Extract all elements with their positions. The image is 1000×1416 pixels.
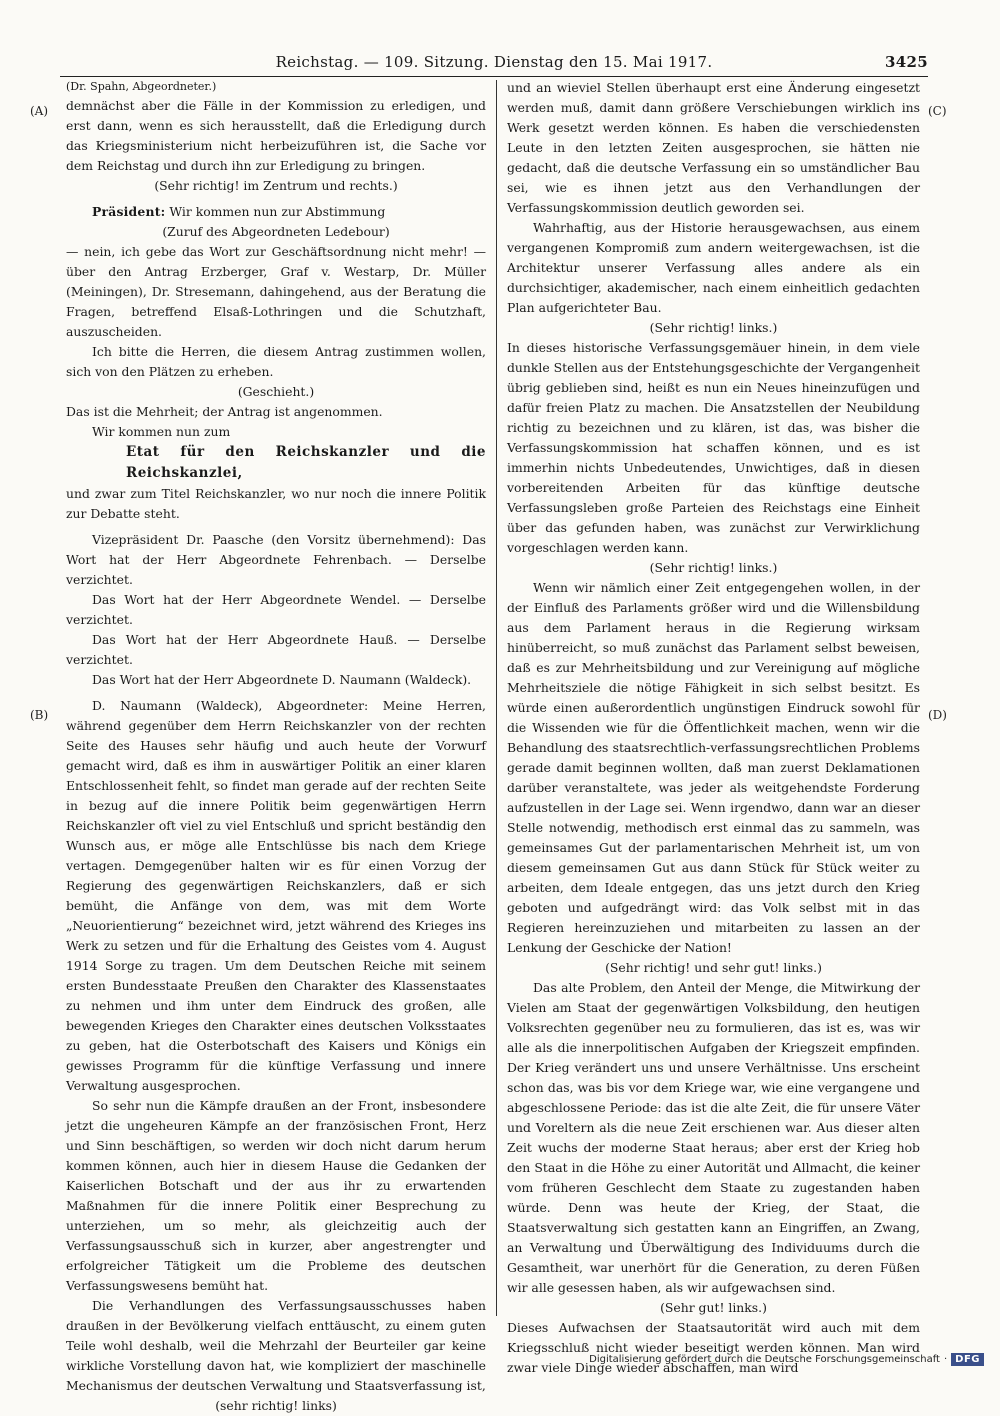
speaker-name: Präsident: bbox=[92, 204, 166, 219]
paragraph-text: Das Wort hat der Herr Abgeordnete Hauß. — Derselbe verzichtet. bbox=[66, 632, 486, 667]
paragraph-text: Das alte Problem, den Anteil der Menge, die Mitwirkung der Vielen am Staat der gegenwärtigen Volksbildung, den heutigen Volksrechten gegenüber neu zu formulieren, das ist es, was wir alle als die innerpolitischen Aufgaben der Kriegszeit empfinden. Der Krieg verändert uns und unsere Verhältnisse. Uns erscheint schon das, was bis vor dem Kriege war, wie eine vergangene und abgeschlossene Periode: das ist die alte Zeit, die für unsere Väter und Voreltern als die neue Zeit erschienen war. Aus dieser alten Zeit wuchs der moderne Staat heraus; aber erst der Krieg hob den Staat in die Höhe zu einer Autorität und Allmacht, die keiner vom früheren Geschlecht dem Staate zu zugestanden haben würde. Denn was heute der Krieg, der Staat, die Staatsverwaltung sich gestatten kann an Eingriffen, an Zwang, an Verwaltung und Überwältigung des Individuums durch die Gesamtheit, war unerhört für die Generation, zu deren Füßen wir alle gesessen haben, als wir aufgewachsen sind. bbox=[507, 980, 920, 1295]
left-paragraph bbox=[66, 96, 486, 176]
left-paragraph bbox=[66, 1396, 486, 1416]
paragraph-text: Das Wort hat der Herr Abgeordnete D. Naumann (Waldeck). bbox=[92, 672, 472, 687]
left-paragraph bbox=[66, 242, 486, 342]
left-paragraph bbox=[66, 630, 486, 670]
paragraph-text: Wahrhaftig, aus der Historie herausgewachsen, aus einem vergangenen Kompromiß zum andern weitergewachsen, ist die Architektur unserer Verfassung alles andere als ein durchsichtiger, akademischer, nach einem einheitlich gedachten Plan aufgerichteter Bau. bbox=[507, 220, 920, 315]
paragraph-text: Das ist die Mehrheit; der Antrag ist angenommen. bbox=[66, 404, 383, 419]
paragraph-text: und an wieviel Stellen überhaupt erst eine Änderung eingesetzt werden muß, damit dann größere Verschiebungen wirklich ins Werk gesetzt werden können. Es haben die verschiedensten Leute in den letzten Zeiten ausgesprochen, sie hätten nie gedacht, daß die deutsche Verfassung ein so umständlicher Bau sei, wie es ihnen jetzt aus den Verhandlungen der Verfassungskommission deutlich geworden sei. bbox=[507, 80, 920, 215]
left-paragraph bbox=[66, 402, 486, 422]
paragraph-text: (Geschieht.) bbox=[237, 384, 315, 399]
right-paragraph bbox=[507, 318, 920, 338]
page-number: 3425 bbox=[885, 53, 928, 71]
paragraph-text: und zwar zum Titel Reichskanzler, wo nur noch die innere Politik zur Debatte steht. bbox=[66, 486, 486, 521]
margin-marker-c: (C) bbox=[928, 104, 947, 118]
paragraph-text: In dieses historische Verfassungsgemäuer hinein, in dem viele dunkle Stellen aus der Entstehungsgeschichte der Vergangenheit übrig geblieben sind, heißt es nun ein Neues hineinzufügen und dafür freien Platz zu machen. Die Ansatzstellen der Neubildung richtig zu bezeichnen und zu klären, ist das, was bisher die Verfassungskommission hat schaffen können, und es ist immerhin nichts Unbedeutendes, Unwichtiges, daß in diesen vorbereitenden Arbeiten für das künftige deutsche Verfassungsleben große Parteien des Reichstags eine Einheit über das gefunden haben, was zunächst zur Verwirklichung vorgeschlagen werden kann. bbox=[507, 340, 920, 555]
page-header-title: Reichstag. — 109. Sitzung. Dienstag den 15. Mai 1917. bbox=[275, 53, 713, 71]
paragraph-text: Das Wort hat der Herr Abgeordnete Wendel. — Derselbe verzichtet. bbox=[66, 592, 486, 627]
paragraph-text: Dieses Aufwachsen der Staatsautorität wird auch mit dem Kriegsschluß nicht wieder beseitigt werden können. Man wird zwar viele Dinge wieder abschaffen, man wird bbox=[507, 1320, 920, 1375]
left-paragraph bbox=[66, 342, 486, 382]
paragraph-text: (Sehr richtig! links.) bbox=[649, 560, 778, 575]
paragraph-text: — nein, ich gebe das Wort zur Geschäftsordnung nicht mehr! — über den Antrag Erzberger, Graf v. Westarp, Dr. Müller (Meiningen), Dr. Stresemann, dahingehend, aus der Beratung die Fragen, betreffend Elsaß-Lothringen und die Schutzhaft, auszuscheiden. bbox=[66, 244, 486, 339]
left-paragraph bbox=[66, 78, 486, 96]
left-paragraph bbox=[66, 670, 486, 690]
paragraph-text: (Sehr richtig! links.) bbox=[649, 320, 778, 335]
right-paragraph bbox=[507, 558, 920, 578]
paragraph-text: Etat für den Reichskanzler und die Reichskanzlei, bbox=[126, 444, 486, 481]
paragraph-text: (Zuruf des Abgeordneten Ledebour) bbox=[162, 224, 390, 239]
paragraph-text: (Sehr richtig! im Zentrum und rechts.) bbox=[154, 178, 398, 193]
left-paragraph bbox=[66, 696, 486, 1096]
paragraph-text: Wenn wir nämlich einer Zeit entgegengehen wollen, in der der Einfluß des Parlaments größer wird und die Willensbildung aus dem Parlament heraus in die Regierung wirksam hinüberreicht, so muß zunächst das Parlament selbst beweisen, daß es zur Mehrheitsbildung und zur Vereinigung auf mögliche Mehrheitsziele die nötige Fähigkeit in sich selbst besitzt. Es würde einen außerordentlich ungünstigen Eindruck sowohl für die Wissenden wie für die Öffentlichkeit machen, wenn wir die Behandlung des staatsrechtlich-verfassungsrechtlichen Problems gerade damit beginnen wollten, daß man zuerst Deklamationen darüber veranstaltete, was jeder als weitgehendste Forderung aufzustellen in der Lage sei. Wenn irgendwo, dann war an dieser Stelle notwendig, methodisch erst einmal das zu sammeln, was gemeinsames Gut der parlamentarischen Mehrheit ist, um von diesem gemeinsamen Gut aus dann Stück für Stück weiter zu arbeiten, dem Ideale entgegen, das uns jetzt durch den Krieg geboten und aufgedrängt wird: das Volk selbst mit in das Regieren hereinzuziehen und mitarbeiten zu lassen an der Lenkung der Geschicke der Nation! bbox=[507, 580, 920, 955]
left-paragraph bbox=[66, 1096, 486, 1296]
paragraph-text: Vizepräsident Dr. Paasche (den Vorsitz übernehmend): Das Wort hat der Herr Abgeordnete Fehrenbach. — Derselbe verzichtet. bbox=[66, 532, 486, 587]
left-paragraph bbox=[66, 176, 486, 196]
paragraph-text: (Sehr richtig! und sehr gut! links.) bbox=[605, 960, 822, 975]
right-paragraph bbox=[507, 958, 920, 978]
right-paragraph bbox=[507, 338, 920, 558]
paragraph-text: Die Verhandlungen des Verfassungsausschusses haben draußen in der Bevölkerung vielfach enttäuscht, zu einem guten Teile wohl deshalb, weil die Mehrzahl der Beurteiler gar keine wirkliche Vorstellung davon hat, wie kompliziert der maschinelle Mechanismus der deutschen Verwaltung und Staatsverfassung ist, bbox=[66, 1298, 486, 1393]
left-column bbox=[66, 78, 486, 1413]
left-paragraph bbox=[66, 422, 486, 442]
page-header bbox=[60, 50, 928, 77]
right-paragraph bbox=[507, 78, 920, 218]
margin-marker-d: (D) bbox=[928, 708, 947, 722]
paragraph-text: D. Naumann (Waldeck), Abgeordneter: Meine Herren, während gegenüber dem Herrn Reichskanzler von der rechten Seite des Hauses sehr häufig und auch heute der Vorwurf gemacht wird, daß es ihm in auswärtiger Politik an einer klaren Entschlossenheit fehlt, so findet man gerade auf der rechten Seite in bezug auf die innere Politik beim gegenwärtigen Herrn Reichskanzler oft viel zu viel Entschluß und spricht beständig den Wunsch aus, er möge alle Entschlüsse bis nach dem Kriege vertagen. Demgegenüber halten wir es für einen Vorzug der Regierung des gegenwärtigen Reichskanzlers, daß er sich bemüht, die Anfänge von dem, was mit dem Worte „Neuorientierung“ bezeichnet wird, jetzt während des Krieges ins Werk zu setzen und für die Erhaltung des Geistes vom 4. August 1914 Sorge zu tragen. Um dem Deutschen Reiche mit seinem ersten Bundesstaate Preußen den Charakter des Klassenstaates zu nehmen und ihm unter dem Eindruck des großen, alle bewegenden Krieges den Charakter eines deutschen Volksstaates zu geben, hat die Osterbotschaft des Kaisers und Königs ein gewisses Programm für die künftige Verfassung und innere Verwaltung ausgesprochen. bbox=[66, 698, 486, 1093]
dfg-logo-icon: DFG bbox=[951, 1353, 984, 1366]
margin-marker-b: (B) bbox=[30, 708, 49, 722]
paragraph-text: (sehr richtig! links) bbox=[215, 1398, 337, 1413]
right-paragraph bbox=[507, 978, 920, 1298]
left-paragraph bbox=[66, 590, 486, 630]
column-divider bbox=[496, 80, 497, 1316]
left-paragraph bbox=[66, 484, 486, 524]
right-paragraph bbox=[507, 1298, 920, 1318]
left-paragraph bbox=[66, 222, 486, 242]
paragraph-text: So sehr nun die Kämpfe draußen an der Front, insbesondere jetzt die ungeheuren Kämpfe an der französischen Front, Herz und Sinn beschäftigen, so werden wir doch nicht darum herum kommen können, auch hier in diesem Hause die Gedanken der Kaiserlichen Botschaft und der aus ihr zu erwartenden Maßnahmen für die innere Politik einer Besprechung zu unterziehen, um so mehr, als gleichzeitig auch der Verfassungsausschuß sich in kurzer, aber angestrengter und erfolgreicher Tätigkeit um die Probleme des deutschen Verfassungswesens bemüht hat. bbox=[66, 1098, 486, 1293]
paragraph-text: Wir kommen nun zum bbox=[92, 424, 231, 439]
paragraph-text: (Sehr gut! links.) bbox=[660, 1300, 767, 1315]
right-paragraph bbox=[507, 218, 920, 318]
left-paragraph bbox=[66, 1296, 486, 1396]
paragraph-text: Wir kommen nun zur Abstimmung bbox=[169, 204, 386, 219]
paragraph-text: Ich bitte die Herren, die diesem Antrag zustimmen wollen, sich von den Plätzen zu erheben. bbox=[66, 344, 486, 379]
margin-marker-a: (A) bbox=[30, 104, 49, 118]
right-paragraph bbox=[507, 1318, 920, 1378]
left-paragraph bbox=[66, 530, 486, 590]
footer-credit: Digitalisierung gefördert durch die Deutsche Forschungsgemeinschaft bbox=[589, 1353, 940, 1365]
paragraph-text: demnächst aber die Fälle in der Kommission zu erledigen, und erst dann, wenn es sich herausstellt, daß die Erledigung durch das Kriegsministerium nicht herbeizuführen ist, die Sache vor dem Reichstag und durch ihn zur Erledigung zu bringen. bbox=[66, 98, 486, 173]
left-paragraph bbox=[66, 202, 486, 222]
right-paragraph bbox=[507, 578, 920, 958]
left-paragraph bbox=[66, 442, 486, 484]
page-footer: Digitalisierung gefördert durch die Deutsche Forschungsgemeinschaft · DFG bbox=[589, 1351, 984, 1367]
paragraph-text: (Dr. Spahn, Abgeordneter.) bbox=[66, 80, 217, 93]
left-paragraph bbox=[66, 382, 486, 402]
